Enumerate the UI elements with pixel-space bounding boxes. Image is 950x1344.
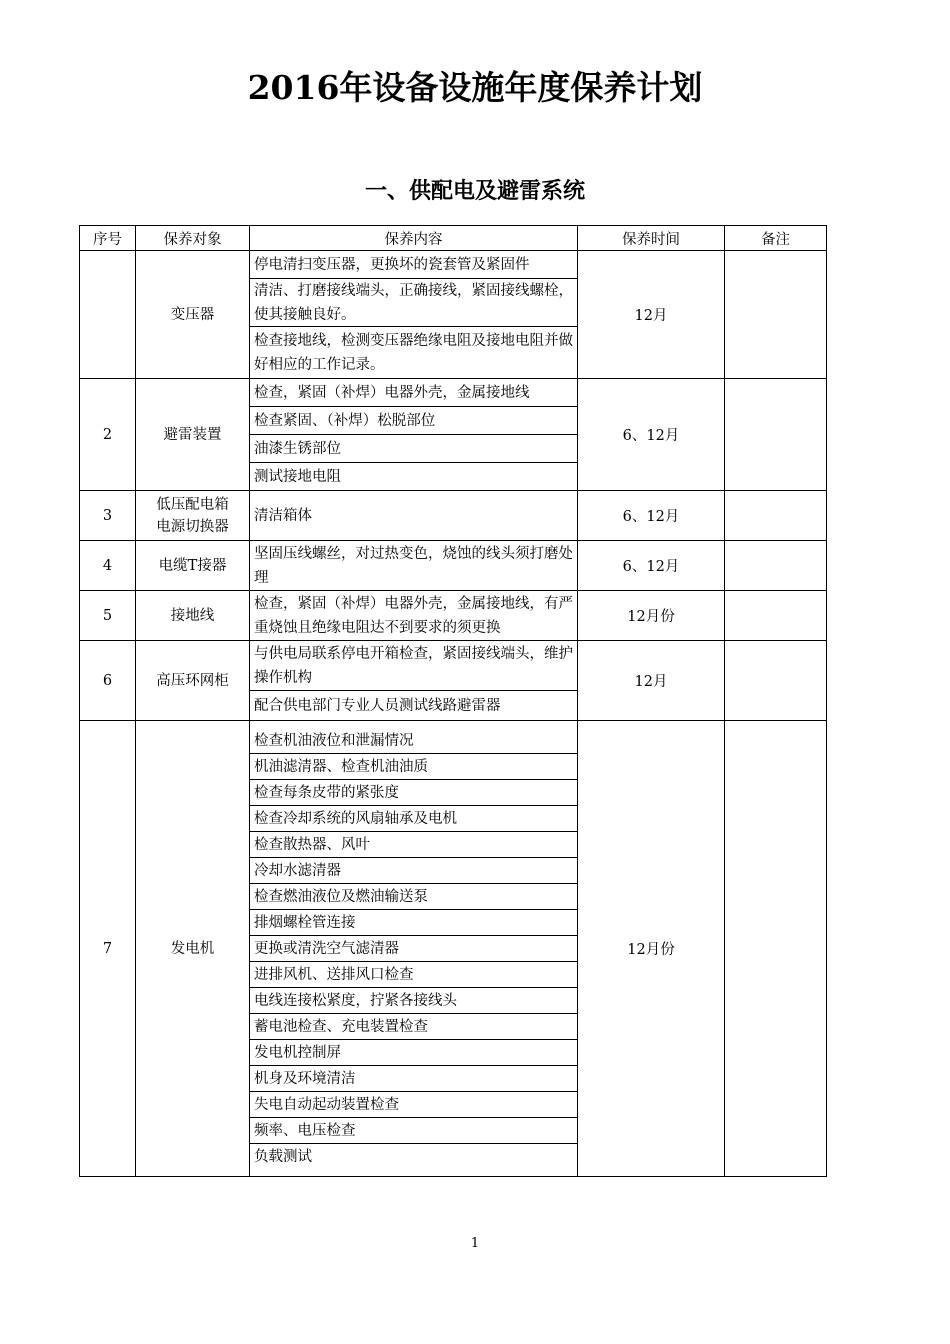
maintenance-plan-table	[79, 225, 827, 1177]
table-row	[80, 251, 827, 379]
maintenance-item: 失电自动起动装置检查	[250, 1092, 577, 1118]
remark	[725, 721, 827, 1177]
maintenance-item: 油漆生锈部位	[250, 435, 577, 463]
remark	[725, 541, 827, 591]
maintenance-item: 配合供电部门专业人员测试线路避雷器	[254, 697, 501, 714]
maintenance-object: 电缆T接器	[136, 541, 250, 591]
header-time: 保养时间	[578, 226, 725, 251]
row-number: 5	[80, 591, 136, 641]
maintenance-item: 检查燃油液位及燃油输送泵	[250, 884, 577, 910]
page-title: 2016年设备设施年度保养计划	[247, 68, 703, 107]
row-number	[80, 251, 136, 379]
table-row	[80, 491, 827, 541]
maintenance-item: 与供电局联系停电开箱检查，紧固接线端头，维护操作机构	[250, 641, 577, 691]
header-object: 保养对象	[136, 226, 250, 251]
maintenance-object: 高压环网柜	[136, 641, 250, 721]
maintenance-object: 接地线	[136, 591, 250, 641]
maintenance-content-cell	[250, 251, 578, 379]
maintenance-object: 低压配电箱电源切换器	[136, 491, 250, 541]
maintenance-item: 检查冷却系统的风扇轴承及电机	[250, 806, 577, 832]
maintenance-item: 检查机油液位和泄漏情况	[250, 728, 577, 754]
maintenance-item: 检查散热器、风叶	[250, 832, 577, 858]
maintenance-content-cell	[250, 379, 578, 491]
remark	[725, 379, 827, 491]
maintenance-item: 检查紧固、（补焊）松脱部位	[250, 407, 577, 435]
row-number: 7	[80, 721, 136, 1177]
maintenance-item: 检查接地线，检测变压器绝缘电阻及接地电阻并做好相应的工作记录。	[254, 332, 573, 373]
maintenance-item: 冷却水滤清器	[250, 858, 577, 884]
maintenance-item: 机身及环境清洁	[250, 1066, 577, 1092]
table-row	[80, 641, 827, 721]
maintenance-time: 12月	[578, 641, 725, 721]
header-no: 序号	[80, 226, 136, 251]
remark	[725, 251, 827, 379]
maintenance-item: 机油滤清器、检查机油油质	[250, 754, 577, 780]
table-row	[80, 379, 827, 491]
maintenance-content-cell	[250, 591, 578, 641]
remark	[725, 641, 827, 721]
row-number: 2	[80, 379, 136, 491]
page-number: 1	[470, 1236, 480, 1251]
row-number: 4	[80, 541, 136, 591]
maintenance-content-cell	[250, 491, 578, 541]
maintenance-item: 更换或清洗空气滤清器	[250, 936, 577, 962]
maintenance-item: 频率、电压检查	[250, 1118, 577, 1144]
maintenance-item: 检查，紧固（补焊）电器外壳，金属接地线	[250, 379, 577, 407]
maintenance-object: 变压器	[136, 251, 250, 379]
maintenance-item: 电线连接松紧度，拧紧各接线头	[250, 988, 577, 1014]
maintenance-time: 6、12月	[578, 491, 725, 541]
maintenance-object: 避雷装置	[136, 379, 250, 491]
remark	[725, 591, 827, 641]
table-header-row	[80, 226, 827, 251]
row-number: 6	[80, 641, 136, 721]
section-title: 一、供配电及避雷系统	[364, 179, 585, 204]
maintenance-content-cell	[250, 541, 578, 591]
table-row	[80, 541, 827, 591]
maintenance-item: 发电机控制屏	[250, 1040, 577, 1066]
maintenance-time: 6、12月	[578, 379, 725, 491]
maintenance-time: 12月	[578, 251, 725, 379]
maintenance-time: 6、12月	[578, 541, 725, 591]
maintenance-item: 排烟螺栓管连接	[250, 910, 577, 936]
maintenance-item: 检查每条皮带的紧张度	[250, 780, 577, 806]
table-row	[80, 721, 827, 1177]
table-row	[80, 591, 827, 641]
maintenance-item: 清洁箱体	[254, 507, 312, 524]
maintenance-item: 清洁、打磨接线端头，正确接线，紧固接线螺栓，使其接触良好。	[250, 279, 577, 327]
maintenance-object: 发电机	[136, 721, 250, 1177]
maintenance-time: 12月份	[578, 721, 725, 1177]
maintenance-item: 停电清扫变压器，更换坏的瓷套管及紧固件	[250, 251, 577, 279]
maintenance-time: 12月份	[578, 591, 725, 641]
maintenance-item: 测试接地电阻	[254, 468, 341, 485]
maintenance-item: 检查，紧固（补焊）电器外壳，金属接地线，有严重烧蚀且绝缘电阻达不到要求的须更换	[254, 595, 573, 636]
maintenance-item: 进排风机、送排风口检查	[250, 962, 577, 988]
header-content: 保养内容	[250, 226, 578, 251]
remark	[725, 491, 827, 541]
maintenance-content-cell	[250, 641, 578, 721]
maintenance-item: 蓄电池检查、充电装置检查	[250, 1014, 577, 1040]
maintenance-content-cell	[250, 721, 578, 1177]
row-number: 3	[80, 491, 136, 541]
maintenance-item: 负载测试	[254, 1148, 312, 1165]
maintenance-item: 坚固压线螺丝，对过热变色，烧蚀的线头须打磨处理	[254, 545, 573, 586]
header-remark: 备注	[725, 226, 827, 251]
